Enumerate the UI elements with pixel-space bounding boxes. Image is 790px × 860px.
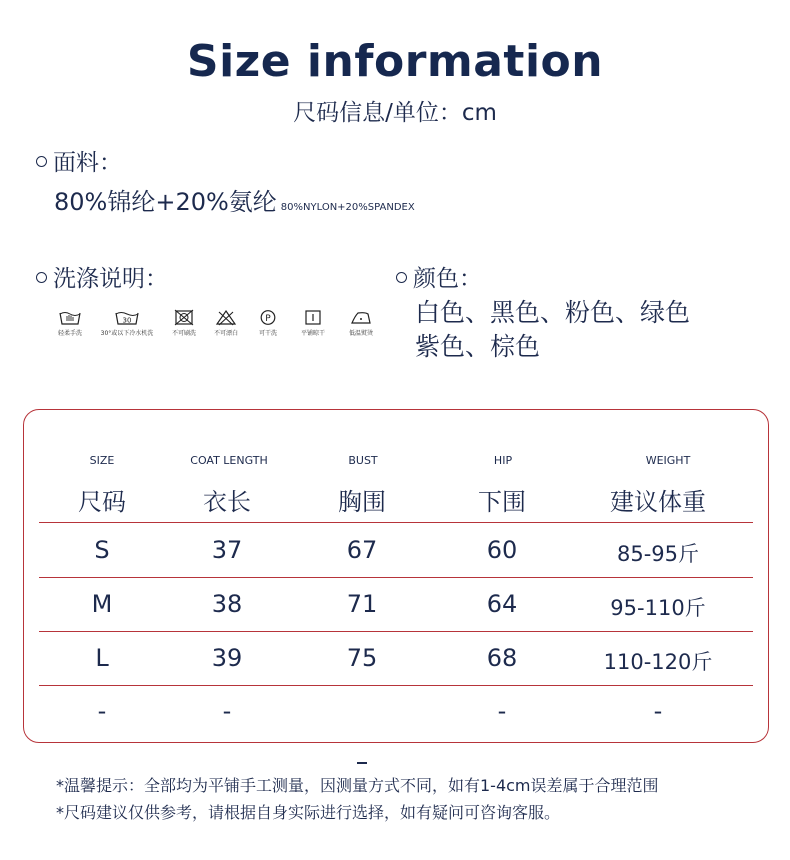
table-cell: S bbox=[94, 536, 110, 564]
bullet-icon bbox=[36, 156, 47, 167]
divider-dash bbox=[357, 762, 367, 764]
table-divider bbox=[39, 685, 753, 686]
colors-section-label bbox=[396, 260, 482, 293]
table-divider bbox=[39, 522, 753, 523]
wash-caption: 可干洗 bbox=[258, 330, 277, 337]
wash-caption: 不可漂白 bbox=[213, 330, 238, 337]
header-length-en: COAT LENGTH bbox=[190, 454, 268, 467]
table-cell: 37 bbox=[211, 536, 243, 564]
colors-label: 颜色： bbox=[413, 266, 482, 292]
table-cell: - bbox=[222, 697, 232, 725]
header-weight-en: WEIGHT bbox=[645, 454, 691, 467]
table-cell: - bbox=[97, 697, 107, 725]
table-cell: 95-110斤 bbox=[610, 596, 706, 620]
table-cell: 110-120斤 bbox=[603, 650, 713, 674]
note-line-2: *尺码建议仅供参考，请根据自身实际进行选择，如有疑问可咨询客服。 bbox=[56, 803, 561, 822]
no-bleach-icon bbox=[214, 308, 238, 326]
wash-item bbox=[94, 308, 160, 337]
washing-label: 洗涤说明： bbox=[53, 266, 168, 292]
table-cell: M bbox=[91, 590, 113, 618]
table-cell: 68 bbox=[486, 644, 518, 672]
table-divider bbox=[39, 577, 753, 578]
table-cell: 39 bbox=[211, 644, 243, 672]
colors-list bbox=[415, 296, 690, 364]
header-bust-cn: 胸围 bbox=[338, 488, 386, 516]
wash-icons-row bbox=[52, 308, 382, 337]
header-size-cn: 尺码 bbox=[78, 488, 126, 516]
table-cell: 85-95斤 bbox=[616, 542, 700, 566]
table-cell: 64 bbox=[486, 590, 518, 618]
hand-wash-icon bbox=[58, 308, 82, 326]
wash-item bbox=[166, 308, 202, 337]
wash-caption: 不可刷洗 bbox=[171, 330, 196, 337]
wash-item bbox=[52, 308, 88, 337]
fabric-value: 80%锦纶+20%氨纶 bbox=[54, 188, 277, 216]
wash-item bbox=[340, 308, 382, 337]
svg-text:P: P bbox=[265, 313, 271, 324]
fabric-composition bbox=[54, 182, 415, 217]
machine-wash-30-icon bbox=[113, 308, 141, 326]
wash-caption: 低温熨烫 bbox=[348, 330, 373, 337]
wash-item bbox=[292, 308, 334, 337]
wash-caption: 轻柔手洗 bbox=[57, 330, 82, 337]
flat-dry-icon bbox=[301, 308, 325, 326]
table-divider bbox=[39, 631, 753, 632]
colors-line-2: 紫色、棕色 bbox=[415, 332, 541, 361]
bullet-icon bbox=[396, 272, 407, 283]
header-length-cn: 衣长 bbox=[203, 488, 251, 516]
wash-caption: 30°或以下冷水机洗 bbox=[100, 330, 154, 337]
wash-caption: 平铺晾干 bbox=[300, 330, 325, 337]
table-cell: - bbox=[497, 697, 507, 725]
note-line-1: *温馨提示：全部均为平铺手工测量，因测量方式不同，如有1-4cm误差属于合理范围 bbox=[56, 776, 659, 795]
wash-item bbox=[250, 308, 286, 337]
table-cell: - bbox=[653, 697, 663, 725]
washing-section-label bbox=[36, 260, 168, 293]
table-cell: L bbox=[95, 644, 109, 672]
page-title: Size information bbox=[186, 36, 604, 87]
header-bust-en: BUST bbox=[348, 454, 378, 467]
header-size-en: SIZE bbox=[89, 454, 115, 467]
bullet-icon bbox=[36, 272, 47, 283]
wash-item bbox=[208, 308, 244, 337]
header-hip-cn: 下围 bbox=[478, 488, 526, 516]
page-subtitle: 尺码信息/单位：cm bbox=[293, 100, 497, 126]
low-iron-icon bbox=[349, 308, 373, 326]
header-weight-cn: 建议体重 bbox=[610, 488, 706, 516]
table-cell: 71 bbox=[346, 590, 378, 618]
table-cell: 38 bbox=[211, 590, 243, 618]
no-dry-clean-icon bbox=[172, 308, 196, 326]
header-hip-en: HIP bbox=[493, 454, 513, 467]
dry-clean-p-icon bbox=[256, 308, 280, 326]
svg-text:30: 30 bbox=[122, 316, 132, 325]
fabric-section-label bbox=[36, 144, 122, 177]
table-cell: 75 bbox=[346, 644, 378, 672]
table-cell: 67 bbox=[346, 536, 378, 564]
table-cell: 60 bbox=[486, 536, 518, 564]
fabric-label: 面料： bbox=[53, 150, 122, 176]
colors-line-1: 白色、黑色、粉色、绿色 bbox=[415, 298, 691, 327]
fabric-value-en: 80%NYLON+20%SPANDEX bbox=[280, 202, 415, 213]
